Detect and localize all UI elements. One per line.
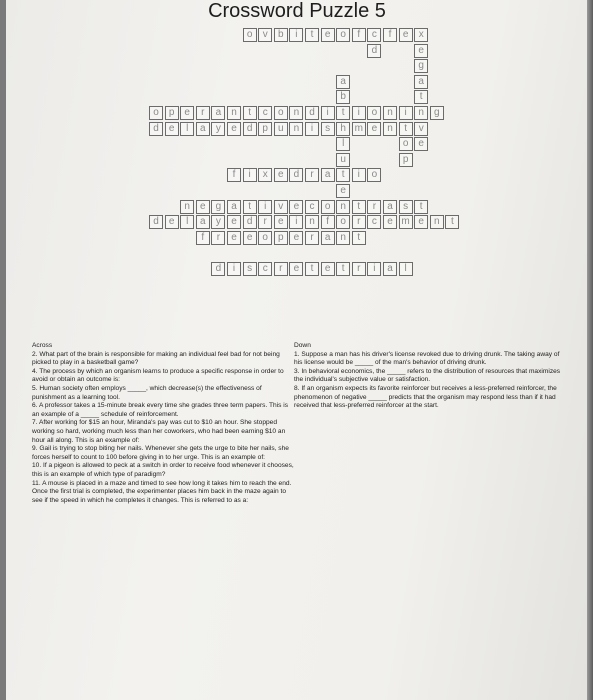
crossword-cell[interactable]: y bbox=[211, 122, 225, 136]
crossword-cell[interactable]: a bbox=[227, 200, 241, 214]
crossword-cell[interactable]: e bbox=[289, 231, 303, 245]
crossword-cell[interactable]: o bbox=[258, 231, 272, 245]
crossword-cell[interactable]: i bbox=[227, 262, 241, 276]
crossword-cell[interactable]: n bbox=[305, 215, 319, 229]
crossword-cell[interactable]: v bbox=[258, 28, 272, 42]
crossword-cell[interactable]: g bbox=[430, 106, 444, 120]
crossword-cell[interactable]: i bbox=[321, 106, 335, 120]
page-edge-shadow bbox=[587, 0, 593, 700]
crossword-cell[interactable]: e bbox=[321, 28, 335, 42]
crossword-cell[interactable]: p bbox=[258, 122, 272, 136]
crossword-cell[interactable]: e bbox=[180, 106, 194, 120]
crossword-cell[interactable]: c bbox=[258, 106, 272, 120]
crossword-cell[interactable]: n bbox=[289, 106, 303, 120]
crossword-cell[interactable]: n bbox=[414, 106, 428, 120]
crossword-cell[interactable]: e bbox=[274, 215, 288, 229]
crossword-cell[interactable]: i bbox=[289, 215, 303, 229]
crossword-cell[interactable]: m bbox=[352, 122, 366, 136]
crossword-cell[interactable]: i bbox=[289, 28, 303, 42]
crossword-cell[interactable]: p bbox=[274, 231, 288, 245]
crossword-cell[interactable]: s bbox=[399, 200, 413, 214]
down-clue: 8. If an organism expects its favorite reinforcer but receives a less-preferred reinforcer, the phenomenon of negative _____ predicts that the organism may respond less than if it had received that less-preferred reinforcer at the start. bbox=[294, 384, 557, 410]
crossword-cell[interactable]: d bbox=[149, 122, 163, 136]
crossword-cell[interactable]: e bbox=[196, 200, 210, 214]
crossword-cell[interactable]: f bbox=[227, 168, 241, 182]
crossword-cell[interactable]: e bbox=[367, 122, 381, 136]
page-title: Crossword Puzzle 5 bbox=[208, 0, 386, 22]
crossword-cell[interactable]: t bbox=[243, 106, 257, 120]
crossword-cell[interactable]: e bbox=[274, 168, 288, 182]
crossword-cell[interactable]: l bbox=[180, 215, 194, 229]
crossword-cell[interactable]: h bbox=[336, 122, 350, 136]
crossword-cell[interactable]: l bbox=[336, 137, 350, 151]
crossword-cell[interactable]: c bbox=[305, 200, 319, 214]
across-clue: 10. If a pigeon is allowed to peck at a switch in order to receive food whenever it chooses, this is an example of which type of paradigm? bbox=[32, 462, 294, 478]
crossword-cell[interactable]: t bbox=[336, 262, 350, 276]
crossword-cell[interactable]: o bbox=[274, 106, 288, 120]
down-clues bbox=[294, 342, 564, 411]
crossword-cell[interactable]: i bbox=[305, 122, 319, 136]
crossword-cell[interactable]: r bbox=[367, 200, 381, 214]
crossword-cell[interactable]: e bbox=[289, 262, 303, 276]
crossword-cell[interactable]: n bbox=[383, 106, 397, 120]
across-heading: Across bbox=[32, 342, 53, 349]
crossword-cell[interactable]: l bbox=[180, 122, 194, 136]
crossword-cell[interactable]: i bbox=[243, 168, 257, 182]
down-heading: Down bbox=[294, 342, 311, 349]
crossword-cell[interactable]: d bbox=[289, 168, 303, 182]
crossword-cell[interactable]: o bbox=[243, 28, 257, 42]
crossword-cell[interactable]: o bbox=[367, 168, 381, 182]
crossword-cell[interactable]: n bbox=[227, 106, 241, 120]
crossword-cell[interactable]: t bbox=[305, 262, 319, 276]
crossword-cell[interactable]: e bbox=[243, 231, 257, 245]
crossword-cell[interactable]: u bbox=[336, 153, 350, 167]
crossword-cell[interactable]: b bbox=[274, 28, 288, 42]
crossword-cell[interactable]: b bbox=[336, 90, 350, 104]
crossword-cell[interactable]: v bbox=[274, 200, 288, 214]
crossword-cell[interactable]: a bbox=[196, 215, 210, 229]
crossword-cell[interactable]: t bbox=[336, 106, 350, 120]
crossword-cell[interactable]: t bbox=[414, 90, 428, 104]
crossword-cell[interactable]: n bbox=[336, 231, 350, 245]
crossword-cell[interactable]: o bbox=[149, 106, 163, 120]
crossword-cell[interactable]: f bbox=[196, 231, 210, 245]
crossword-cell[interactable]: r bbox=[352, 262, 366, 276]
worksheet-page bbox=[6, 0, 588, 700]
crossword-cell[interactable]: a bbox=[196, 122, 210, 136]
down-clue: 1. Suppose a man has his driver's license revoked due to driving drunk. The taking away of his license would be _____ of the man's behavior of driving drunk. bbox=[294, 350, 560, 367]
across-clue: 11. A mouse is placed in a maze and timed to see how long it takes him to reach the end. Once the first trial is completed, the experimenter places him back in the maze again to see if the speed in which he completes it changes. This is referred to as a: bbox=[32, 479, 292, 504]
crossword-cell[interactable]: t bbox=[445, 215, 459, 229]
crossword-cell[interactable]: y bbox=[211, 215, 225, 229]
crossword-cell[interactable]: e bbox=[321, 262, 335, 276]
crossword-cell[interactable]: x bbox=[414, 28, 428, 42]
crossword-cell[interactable]: e bbox=[399, 28, 413, 42]
crossword-cell[interactable]: f bbox=[352, 28, 366, 42]
crossword-cell[interactable]: x bbox=[258, 168, 272, 182]
crossword-cell[interactable]: i bbox=[352, 168, 366, 182]
across-clue: 5. Human society often employs _____, which decrease(s) the effectiveness of punishment as a learning tool. bbox=[32, 384, 262, 401]
crossword-cell[interactable]: r bbox=[352, 215, 366, 229]
across-clue: 7. After working for $15 an hour, Miranda's pay was cut to $10 an hour. She stopped working so hard, working much less than her coworkers, who had been earning $10 an hour all along. This is an example of: bbox=[32, 419, 286, 444]
crossword-cell[interactable]: o bbox=[336, 28, 350, 42]
crossword-cell[interactable]: e bbox=[289, 200, 303, 214]
crossword-cell[interactable]: r bbox=[305, 168, 319, 182]
crossword-cell[interactable]: t bbox=[243, 200, 257, 214]
crossword-cell[interactable]: i bbox=[258, 200, 272, 214]
crossword-cell[interactable]: f bbox=[383, 28, 397, 42]
crossword-cell[interactable]: m bbox=[399, 215, 413, 229]
crossword-grid bbox=[6, 0, 588, 340]
crossword-cell[interactable]: u bbox=[274, 122, 288, 136]
crossword-cell[interactable]: e bbox=[414, 215, 428, 229]
crossword-cell[interactable]: e bbox=[336, 184, 350, 198]
crossword-cell[interactable]: t bbox=[336, 168, 350, 182]
crossword-cell[interactable]: t bbox=[414, 200, 428, 214]
crossword-cell[interactable]: i bbox=[399, 106, 413, 120]
crossword-cell[interactable]: a bbox=[383, 200, 397, 214]
crossword-cell[interactable]: p bbox=[399, 153, 413, 167]
crossword-cell[interactable]: c bbox=[367, 28, 381, 42]
crossword-cell[interactable]: n bbox=[289, 122, 303, 136]
crossword-cell[interactable]: r bbox=[196, 106, 210, 120]
crossword-cell[interactable]: l bbox=[399, 262, 413, 276]
crossword-cell[interactable]: t bbox=[352, 231, 366, 245]
crossword-cell[interactable]: e bbox=[165, 215, 179, 229]
crossword-cell[interactable]: a bbox=[211, 106, 225, 120]
crossword-cell[interactable]: r bbox=[258, 215, 272, 229]
crossword-cell[interactable]: s bbox=[243, 262, 257, 276]
crossword-cell[interactable]: e bbox=[414, 44, 428, 58]
crossword-cell[interactable]: e bbox=[227, 231, 241, 245]
crossword-cell[interactable]: n bbox=[430, 215, 444, 229]
across-clue: 2. What part of the brain is responsible for making an individual feel bad for not being picked to play in a basketball game? bbox=[32, 350, 280, 367]
crossword-cell[interactable]: a bbox=[336, 75, 350, 89]
crossword-cell[interactable]: n bbox=[383, 122, 397, 136]
crossword-cell[interactable]: a bbox=[414, 75, 428, 89]
crossword-cell[interactable]: e bbox=[165, 122, 179, 136]
crossword-cell[interactable]: o bbox=[336, 215, 350, 229]
crossword-cell[interactable]: o bbox=[321, 200, 335, 214]
crossword-cell[interactable]: g bbox=[211, 200, 225, 214]
across-clue: 9. Gail is trying to stop biting her nails. Whenever she gets the urge to bite her nails, she forces herself to count to 100 before giving in to her urge. This is an example of: bbox=[32, 445, 289, 461]
crossword-cell[interactable]: r bbox=[305, 231, 319, 245]
crossword-cell[interactable]: d bbox=[243, 122, 257, 136]
crossword-cell[interactable]: d bbox=[367, 44, 381, 58]
crossword-cell[interactable]: t bbox=[399, 122, 413, 136]
crossword-cell[interactable]: f bbox=[321, 215, 335, 229]
crossword-cell[interactable]: r bbox=[274, 262, 288, 276]
crossword-cell[interactable]: i bbox=[352, 106, 366, 120]
crossword-cell[interactable]: p bbox=[165, 106, 179, 120]
crossword-cell[interactable]: a bbox=[321, 231, 335, 245]
crossword-cell[interactable]: n bbox=[180, 200, 194, 214]
crossword-cell[interactable]: d bbox=[305, 106, 319, 120]
crossword-cell[interactable]: t bbox=[352, 200, 366, 214]
crossword-cell[interactable]: c bbox=[258, 262, 272, 276]
crossword-cell[interactable]: g bbox=[414, 59, 428, 73]
across-clue: 4. The process by which an organism learns to produce a specific response in order to avoid or obtain an outcome is: bbox=[32, 367, 284, 384]
across-clues bbox=[32, 342, 294, 505]
down-clue: 3. In behavioral economics, the _____ refers to the distribution of resources that maximizes the individual's subjective value or satisfaction. bbox=[294, 367, 561, 384]
crossword-cell[interactable]: v bbox=[414, 122, 428, 136]
crossword-cell[interactable]: o bbox=[399, 137, 413, 151]
crossword-cell[interactable]: e bbox=[227, 122, 241, 136]
crossword-cell[interactable]: a bbox=[383, 262, 397, 276]
crossword-cell[interactable]: c bbox=[367, 215, 381, 229]
crossword-cell[interactable]: d bbox=[211, 262, 225, 276]
crossword-cell[interactable]: d bbox=[243, 215, 257, 229]
crossword-cell[interactable]: i bbox=[367, 262, 381, 276]
crossword-cell[interactable]: e bbox=[414, 137, 428, 151]
crossword-cell[interactable]: e bbox=[227, 215, 241, 229]
crossword-cell[interactable]: s bbox=[321, 122, 335, 136]
crossword-cell[interactable]: r bbox=[211, 231, 225, 245]
crossword-cell[interactable]: a bbox=[321, 168, 335, 182]
crossword-cell[interactable]: d bbox=[149, 215, 163, 229]
across-clue: 6. A professor takes a 15-minute break every time she grades three term papers. This is an example of a _____ schedule of reinforcement. bbox=[32, 402, 289, 418]
crossword-cell[interactable]: t bbox=[305, 28, 319, 42]
crossword-cell[interactable]: o bbox=[367, 106, 381, 120]
crossword-cell[interactable]: e bbox=[383, 215, 397, 229]
crossword-cell[interactable]: n bbox=[336, 200, 350, 214]
